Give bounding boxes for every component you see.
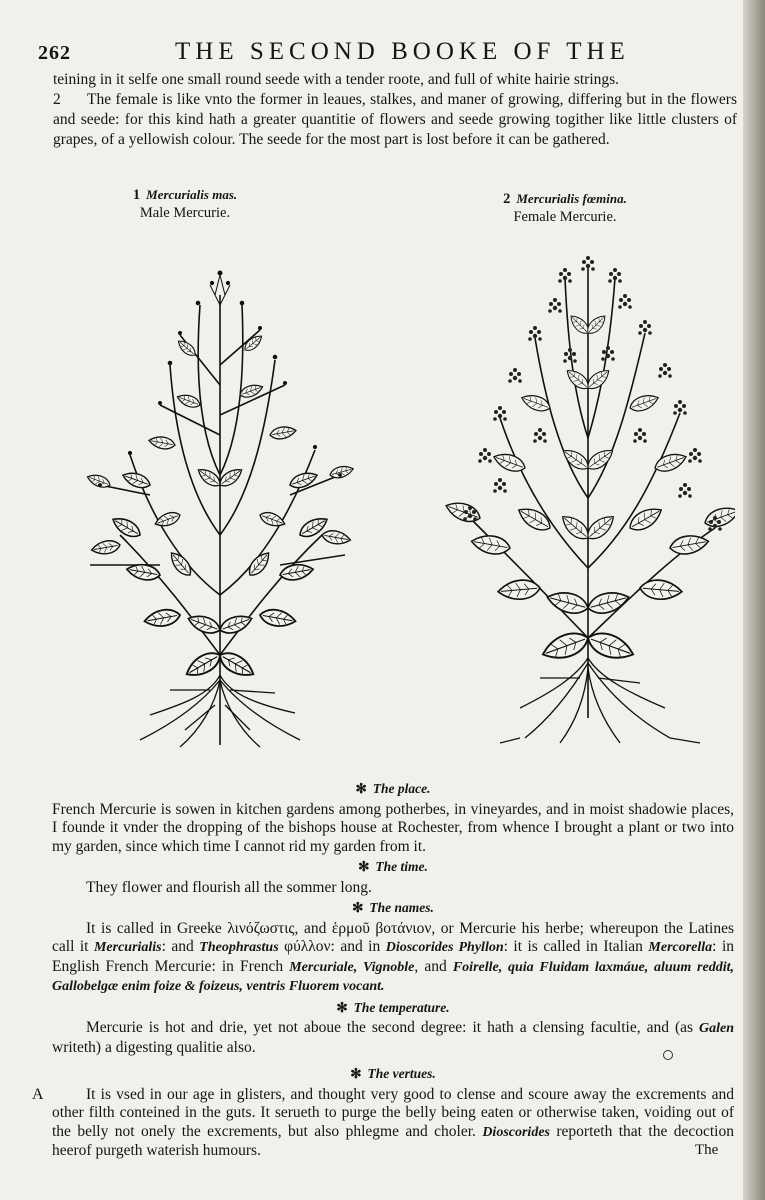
- section-text-time: They flower and flourish all the sommer long.: [86, 878, 372, 896]
- section-heading-names: ✻ The names.: [352, 900, 434, 915]
- asterism-icon: ✻: [350, 1066, 362, 1081]
- female-mercurie-woodcut: [440, 238, 735, 753]
- figure-english-name: Male Mercurie.: [139, 205, 231, 221]
- catch-word: The: [695, 1142, 719, 1158]
- page-header: [0, 38, 740, 68]
- description-paragraph-2: 2 The female is like vnto the former in leaues, stalkes, and maner of growing, differing but in the flowers and seede: for this kind hath a greater quantitie of flowers and seede growing togither like little clusters of grapes, of a yellowish colour. The seede for the most part is lost before it can be gathered.: [53, 91, 737, 148]
- paragraph-number: 2: [53, 91, 61, 108]
- ink-circle-mark: [663, 1050, 673, 1060]
- asterism-icon: ✻: [355, 781, 367, 796]
- section-text-names: It is called in Greeke λινόζωστις, and ἑρμοῦ βοτάνιον, or Mercurie his herbe; whereupon the Latines call it Mercurialis: and Theophrastus φύλλον: and in Dioscorides Phyllon: it is called in Italian Mercorella: in English French Mercurie: in French Mercuriale, Vignoble, and Foirelle, quia Fluidam laxmáue, aluum reddit, Gallobelgæ enim foize & foizeus, ventris Fluorem vocant.: [52, 919, 735, 994]
- figure-caption-female: [490, 190, 640, 226]
- asterism-icon: ✻: [352, 900, 364, 915]
- figure-caption-male: [100, 186, 270, 222]
- description-line-1: teining in it selfe one small round seede with a tender roote, and full of white hairie strings.: [53, 71, 620, 88]
- section-text-place: French Mercurie is sowen in kitchen gardens among potherbes, in vineyardes, and in moist shadowie places, I founde it vnder the dropping of the bishops house at Rochester, from whence I brought a plant or two into my garden, since which time I cannot rid my garden from it.: [52, 800, 734, 855]
- section-heading-time: ✻ The time.: [358, 859, 428, 874]
- section-heading-temperature: ✻ The temperature.: [336, 999, 450, 1015]
- page-edge: [743, 0, 765, 1200]
- figure-latin-name: Mercurialis mas.: [146, 187, 238, 202]
- section-text-temperature: Mercurie is hot and drie, yet not aboue the second degree: it hath a clensing facultie, and (as Galen writeth) a digesting qualitie also.: [52, 1019, 734, 1056]
- body-text: [32, 778, 735, 1161]
- asterism-icon: ✻: [336, 999, 348, 1015]
- margin-letter-a: A: [32, 1085, 44, 1103]
- section-text-vertues: A It is vsed in our age in glisters, and thought very good to clense and scoure away the excrements and other filth conteined in the guts. It serueth to purge the belly being eaten or otherwise taken, voiding out of the belly not onely the excrements, but also phlegme and choler. Dioscorides reporteth that the decoction heerof purgeth waterish humours.: [32, 1085, 734, 1159]
- figure-latin-name: Mercurialis fœmina.: [516, 191, 627, 206]
- figure-number: 2: [503, 191, 511, 207]
- page-number: 262: [38, 42, 71, 64]
- section-heading-place: ✻ The place.: [355, 781, 431, 796]
- description-text: [53, 70, 737, 150]
- section-heading-vertues: ✻ The vertues.: [350, 1066, 436, 1081]
- male-mercurie-woodcut: [60, 235, 370, 750]
- figure-english-name: Female Mercurie.: [513, 209, 617, 225]
- figure-number: 1: [132, 187, 141, 203]
- running-title: THE SECOND BOOKE OF THE: [175, 38, 630, 65]
- asterism-icon: ✻: [358, 859, 370, 874]
